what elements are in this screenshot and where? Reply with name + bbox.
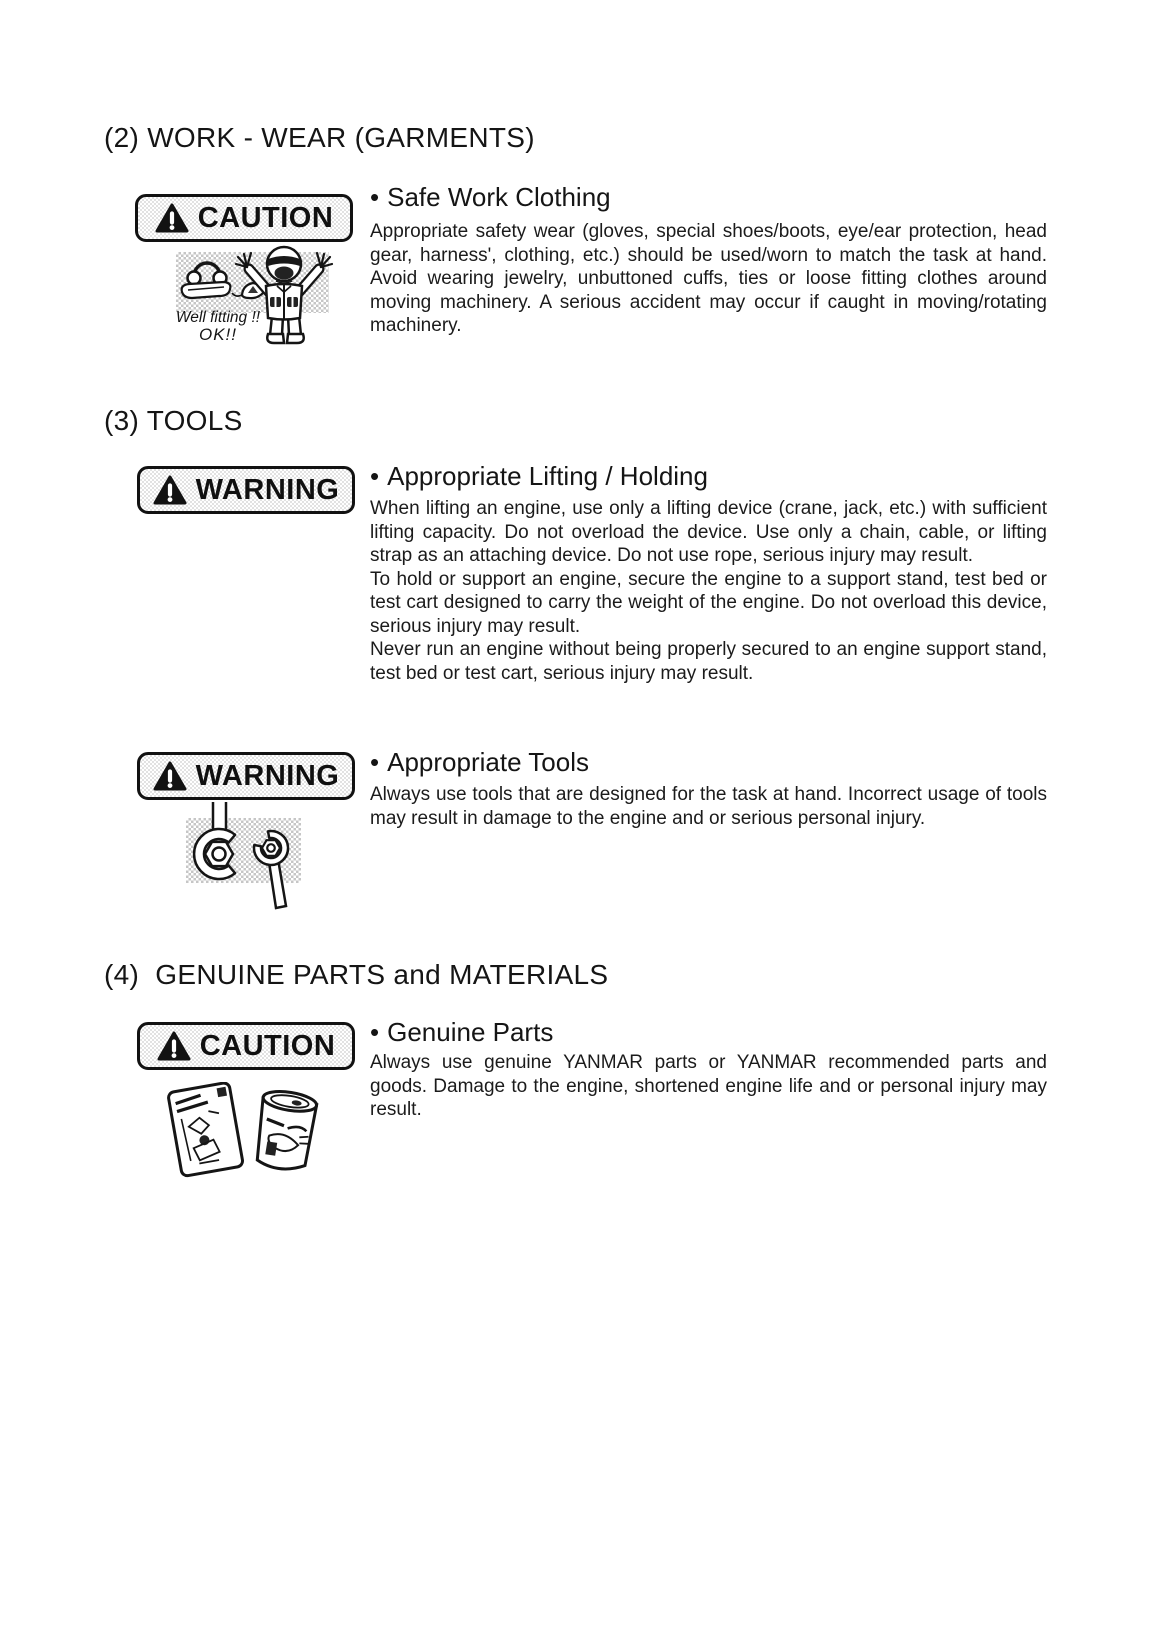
warning-triangle-icon	[153, 761, 187, 791]
body-paragraph: Appropriate safety wear (gloves, special shoes/boots, eye/ear protection, head gear, harness', clothing, etc.) should be used/worn to match the task at hand. Avoid wearing jewelry, unbuttoned cuffs, ties or loose fitting clothes around moving machinery. A serious accident may occur if caught in moving/rotating machinery.	[370, 221, 1047, 336]
small-wrench-icon	[254, 831, 288, 908]
large-wrench-icon	[194, 802, 235, 879]
item-title-appropriate-tools	[370, 746, 589, 778]
caution-label: CAUTION	[197, 201, 334, 234]
caption-line-well-fitting: Well fitting !!	[175, 309, 261, 326]
warning-triangle-icon	[157, 1031, 191, 1061]
bullet: •	[370, 747, 380, 777]
section-heading-tools: (3) TOOLS	[104, 405, 243, 436]
wrenches-drawing	[183, 800, 313, 912]
caution-box-genuine-parts	[137, 1022, 355, 1070]
body-paragraph: Always use tools that are designed for the task at hand. Incorrect usage of tools may result in damage to the engine and or serious personal injury.	[370, 784, 1047, 829]
bullet: •	[370, 461, 380, 491]
body-paragraph: Never run an engine without being properly secured to an engine support stand, test bed or test cart, serious injury may result.	[370, 639, 1047, 684]
body-appropriate-tools	[370, 783, 1047, 830]
warning-label: WARNING	[195, 473, 340, 506]
item-title-safe-work-clothing	[370, 181, 611, 213]
oil-can-icon	[253, 1088, 318, 1173]
parts-bag-icon	[168, 1082, 244, 1176]
warning-triangle-icon	[153, 475, 187, 505]
warning-label: WARNING	[195, 759, 340, 792]
item-title-text: Appropriate Lifting / Holding	[387, 461, 708, 491]
genuine-parts-illustration	[150, 1082, 340, 1182]
warning-triangle-icon	[155, 203, 189, 233]
caution-box-work-wear	[135, 194, 353, 242]
bullet: •	[370, 182, 380, 212]
warning-box-tools	[137, 752, 355, 800]
bullet: •	[370, 1017, 380, 1047]
caution-label: CAUTION	[199, 1029, 336, 1062]
body-safe-work-clothing	[370, 220, 1047, 338]
item-title-text: Appropriate Tools	[387, 747, 589, 777]
illustration-caption	[172, 309, 264, 343]
goggles-icon	[182, 282, 231, 298]
section-heading-work-wear: (2) WORK - WEAR (GARMENTS)	[104, 122, 535, 153]
item-title-genuine-parts	[370, 1016, 553, 1048]
worker-safety-gear-illustration	[172, 240, 337, 352]
body-paragraph: To hold or support an engine, secure the engine to a support stand, test bed or test cart designed to carry the weight of the engine. Do not overload this device, serious injury may result.	[370, 568, 1047, 637]
body-paragraph: When lifting an engine, use only a lifting device (crane, jack, etc.) with sufficient lifting capacity. Do not overload the device. Use only a chain, cable, or lifting strap as an attaching device. Do not use rope, serious injury may result.	[370, 498, 1047, 566]
body-genuine-parts	[370, 1051, 1047, 1122]
wrenches-illustration	[183, 800, 313, 912]
body-lifting-holding	[370, 497, 1047, 685]
caption-line-ok: OK!!	[198, 325, 237, 344]
warning-box-lifting	[137, 466, 355, 514]
item-title-text: Safe Work Clothing	[387, 182, 611, 212]
parts-bag-and-can-drawing	[150, 1082, 340, 1182]
item-title-text: Genuine Parts	[387, 1017, 554, 1047]
body-paragraph: Always use genuine YANMAR parts or YANMAR recommended parts and goods. Damage to the engine, shortened engine life and or personal injury may result.	[370, 1052, 1047, 1120]
item-title-lifting-holding	[370, 460, 708, 492]
section-heading-genuine-parts: (4) GENUINE PARTS and MATERIALS	[104, 959, 609, 990]
